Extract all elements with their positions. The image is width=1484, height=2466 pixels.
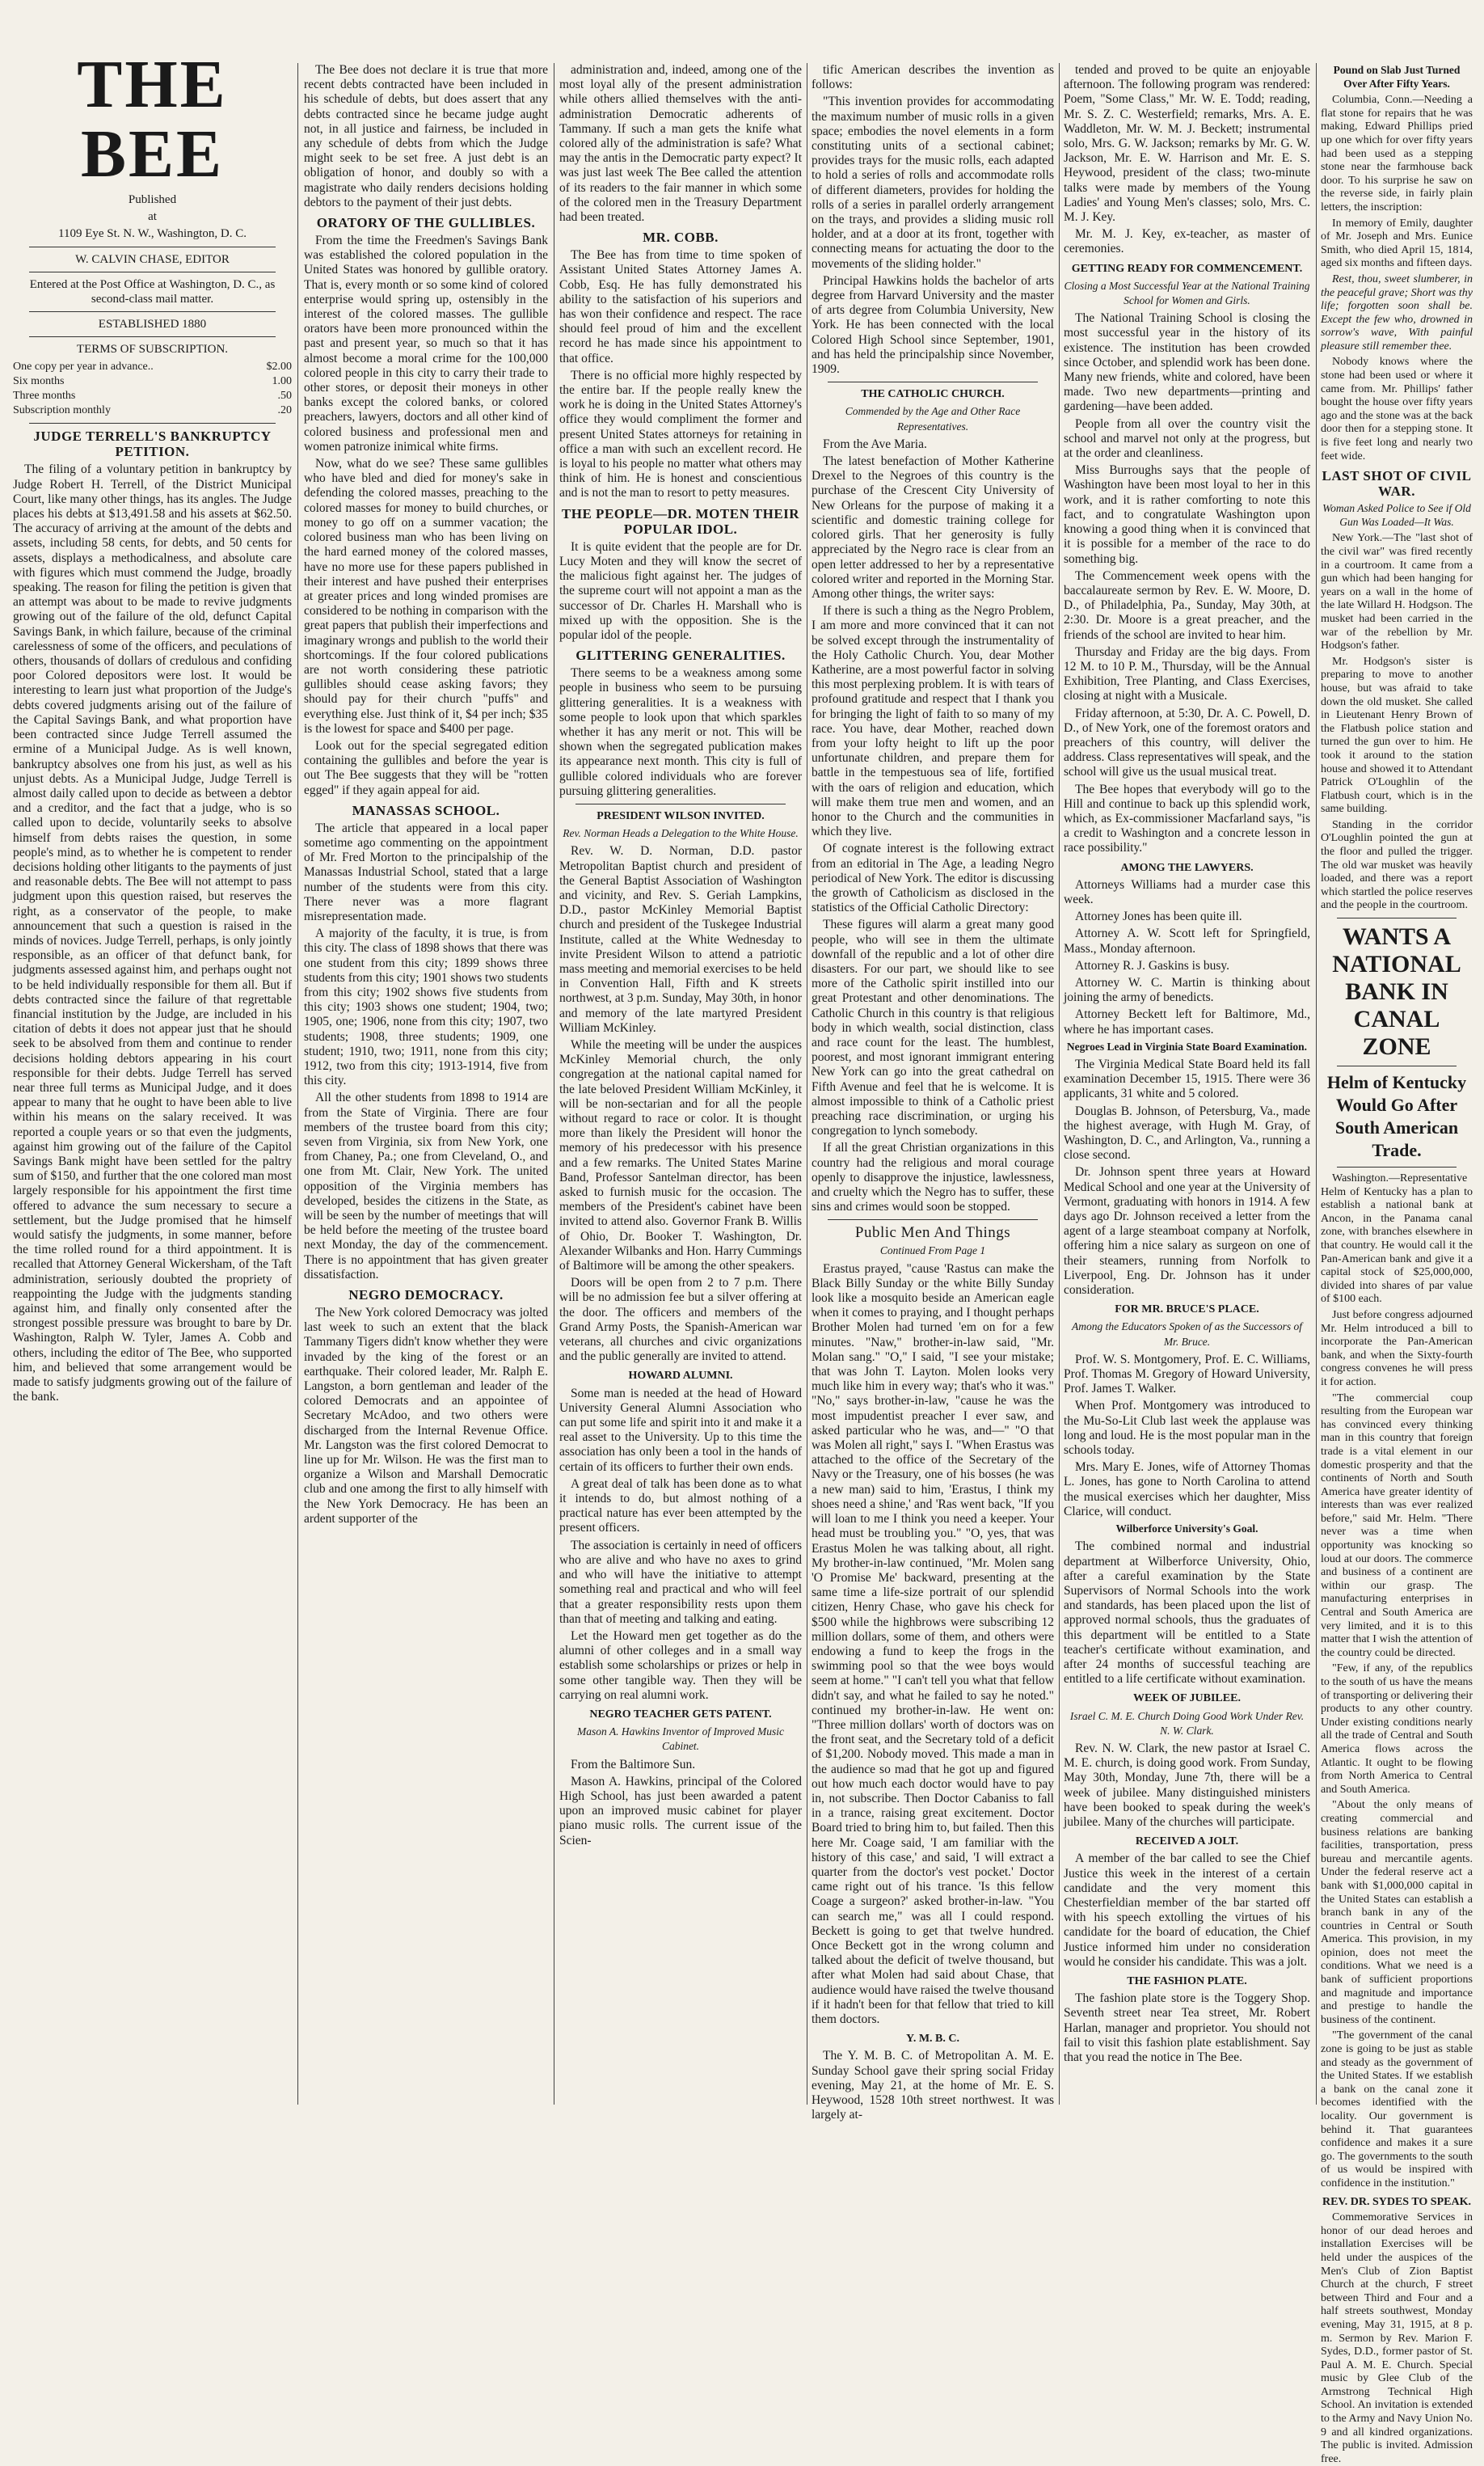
article-paragraph: Attorney R. J. Gaskins is busy. bbox=[1075, 958, 1230, 973]
terms-row: Subscription monthly .20 bbox=[13, 404, 292, 417]
published-label: Published bbox=[128, 193, 177, 206]
article-paragraph: Attorneys Williams had a murder case this week. bbox=[1064, 877, 1310, 906]
newspaper-page bbox=[6, 6, 1478, 2465]
article-paragraph: The fashion plate store is the Toggery Shop. Seventh street near Tea street, Mr. Robert Harlan, manager and proprietor. You should not fail to visit this fashion plate establishment. Say that you read the notice in The Bee. bbox=[1064, 1991, 1310, 2064]
article-paragraph: Miss Burroughs says that the people of Washington have been most loyal to her in this work, and it is rather comforting to note this fact, and to congratulate Washington upon knowing a good thing when it is convinced that it is possible for a member of the race to do something big. bbox=[1064, 463, 1310, 566]
deck-wilson: Rev. Norman Heads a Delegation to the White House. bbox=[563, 827, 799, 840]
headline-commencement: GETTING READY FOR COMMENCEMENT. bbox=[1071, 262, 1303, 275]
article-paragraph: These figures will alarm a great many good people, who will see in them the ultimate downfall of the republic and a lot of other dire disasters. For our part, we should like to see more of the Catholic spirit instilled into our great Protestant and other denominations. The Catholic Church in this country is that religious body in which wealth, social distinction, class and race count for the least. The humblest, poorest, and most ignorant immigrant entering New York can go into the great cathedral on Fifth Avenue and feel that he is welcome. It is almost impossible to think of a Catholic priest preaching race discrimination, or urging his congregation to lynch somebody. bbox=[812, 918, 1054, 1138]
article-paragraph: tended and proved to be quite an enjoyable afternoon. The following program was rendered: Poem, "Some Class," Mr. W. E. Todd; reading, Mr. S. Z. C. Westerfield; remarks, Mrs. A. E. Waddleton, Mr. W. M. J. Beckett; instrumental solo, Mrs. G. W. Jackson; remarks by Mr. G. W. Jackson, Mr. E. W. Harrison and Mr. E. S. Heywood, president of the class; two-minute talks were made by members of the Young Ladies' and Young Men's classes; solo, Mrs. C. M. J. Key. bbox=[1064, 63, 1310, 225]
headline-oratory: ORATORY OF THE GULLIBLES. bbox=[316, 215, 536, 231]
article-paragraph: Some man is needed at the head of Howard University General Alumni Association who can put some life and spirit into it and make it a real asset to the University. Up to this time the association has only been a tool in the hands of certain of its officers to further their own ends. bbox=[559, 1386, 802, 1474]
article-paragraph: A great deal of talk has been done as to what it intends to do, but almost nothing of a practical nature has ever been attempted by the present officers. bbox=[559, 1476, 802, 1535]
article-paragraph: Commemorative Services in honor of our dead heroes and installation Exercises will be held under the auspices of the Men's Club of Zion Baptist Church at the church, F street between Third and Four and a half streets southwest, Monday evening, May 31, 1915, at 8 p. m. Sermon by Rev. Marion F. Sydes, D.D., former pastor of St. Paul A. M. E. Church. Special music by Glee Club of the Armstrong Technical High School. An invitation is extended to the Army and Navy Union No. 9 and all kindred organizations. The public is invited. Admission free. bbox=[1321, 2211, 1473, 2465]
article-paragraph: Mr. Hodgson's sister is preparing to move to another house, but was afraid to take down the old musket. She called in Lieutenant Henry Brown of the Flatbush police station and turned the gun over to him. He took it around to the station house and showed it to Attendant Patrick O'Loughlin of the Flatbush court, which is in the same building. bbox=[1321, 655, 1473, 816]
article-paragraph: Attorney Jones has been quite ill. bbox=[1075, 910, 1242, 924]
headline-wilson: PRESIDENT WILSON INVITED. bbox=[597, 809, 765, 822]
deck-continued: Continued From Page 1 bbox=[879, 1244, 986, 1257]
at-label: at bbox=[148, 210, 157, 224]
article-paragraph: The association is certainly in need of officers who are alive and who have no axes to grind and who will have the initiative to attempt something real and practical and who will feel that a greater responsibility rests upon them than that of meeting and talking and eating. bbox=[559, 1538, 802, 1626]
article-paragraph: The Virginia Medical State Board held its fall examination December 15, 1915. There were 36 applicants, 31 white and 5 colored. bbox=[1064, 1058, 1310, 1101]
established: ESTABLISHED 1880 bbox=[98, 318, 207, 331]
deck-commencement: Closing a Most Successful Year at the National Training School for Women and Girls. bbox=[1064, 279, 1310, 307]
article-paragraph: The National Training School is closing the most successful year in the history of its existence. The institution has been crowded since October, and splendid work has been done. Many new friends, white and colored, have been made. Two new departments—printing and gardening—have been added. bbox=[1064, 311, 1310, 414]
headline-jolt: RECEIVED A JOLT. bbox=[1135, 1835, 1239, 1848]
column-1 bbox=[13, 47, 292, 2097]
terms-table bbox=[13, 360, 292, 419]
article-paragraph: The New York colored Democracy was jolted last week to such an extent that the black Tammany Tigers didn't know whether they were invaded by the king of the forest or an earthquake. Their colored leader, Mr. Ralph E. Langston, a born gentleman and leader of the colored Democrats and an appointee of Secretary McAdoo, and two others were discharged from the Internal Revenue Office. Mr. Langston was the first colored Democrat to line up for Mr. Wilson. He was the first man to organize a Wilson and Marshall Democratic club and one among the first to ally himself with the New York Democracy. He has been an ardent supporter of the bbox=[304, 1306, 548, 1526]
article-paragraph: Thursday and Friday are the big days. From 12 M. to 10 P. M., Thursday, will be the Annual Exhibition, Tree Planting, and Class Exercises, closing at night with a Musicale. bbox=[1064, 644, 1310, 703]
article-paragraph: The Y. M. B. C. of Metropolitan A. M. E. Sunday School gave their spring social Friday evening, May 21, at the home of Mr. E. S. Heywood, 1528 10th street northwest. It was largely at- bbox=[812, 2049, 1054, 2122]
headline-wilberforce: Wilberforce University's Goal. bbox=[1115, 1522, 1258, 1535]
article-paragraph: If there is such a thing as the Negro Problem, I am more and more convinced that it can not be solved except through the instrumentality of the Holy Catholic Church. You, dear Mother Katherine, are a most powerful factor in solving this most perplexing problem. It is with tears of profound gratitude and respect that I thank you for bringing the light of faith to so many of my race. You have, dear Mother, reached down from your lofty height to lift up the poor unfortunate children, and prepare them for battle in the tempestuous sea of life, fortified with the oars of religion and education, which will make them true men and women, and an honor to the Church and the communities in which they live. bbox=[812, 604, 1054, 839]
address: 1109 Eye St. N. W., Washington, D. C. bbox=[58, 227, 247, 241]
headline-public-men: Public Men And Things bbox=[854, 1224, 1011, 1242]
article-paragraph: From the Baltimore Sun. bbox=[571, 1757, 696, 1771]
article-paragraph: Rev. W. D. Norman, D.D. pastor Metropolitan Baptist church and president of the General Baptist Association of Washington and vicinity, and Rev. S. Geriah Lampkins, D.D., pastor McKinley Memorial Baptist church and president of the Tuskegee Industrial Institute, called at the White Wednesday to invite President Wilson to attend a patriotic mass meeting and memorial exercises to be held in Convention Hall, Fifth and K streets northwest, at 3 p.m. Sunday, May 30th, in honor and memory of the late martyred President William McKinley. bbox=[559, 844, 803, 1035]
article-paragraph: There seems to be a weakness among some people in business who seem to be pursuing glittering generalities. It is a weakness with some people to look upon that which sparkles whether it has any merit or not. This will be shown when the segregated publication makes its appearance next month. This city is full of gullible colored individuals who are forever pursuing glittering generalities. bbox=[559, 666, 802, 798]
headline-howard-alumni: HOWARD ALUMNI. bbox=[628, 1370, 733, 1383]
deck-bruce: Among the Educators Spoken of as the Successors of Mr. Bruce. bbox=[1072, 1320, 1302, 1348]
article-paragraph: A member of the bar called to see the Chief Justice this week in the interest of a certain candidate and the very moment this Chesterfieldian member of the bar started off with his speech extolling the virtues of his candidate for the board of education, the Chief Justice informed him under no consideration would he consider his candidate. This was a jolt. bbox=[1064, 1852, 1310, 1969]
article-paragraph: Washington.—Representative Helm of Kentucky has a plan to establish a national bank at Ancon, in the Panama canal zone, with branches elsewhere in that country. He would call it the Pan-American bank and give it a capital stock of $25,000,000, divided into shares of par value of $100 each. bbox=[1321, 1172, 1473, 1306]
headline-patent: NEGRO TEACHER GETS PATENT. bbox=[589, 1708, 772, 1721]
article-paragraph: A majority of the faculty, it is true, is from this city. The class of 1898 shows that there was one student from this city; 1899 shows three students from this city; 1901 shows two students from this city; 1902 shows five students from this city; 1903 shows one student; 1904, two; 1905, one; 1906, none from this city; 1907, two students; 1908, three students; 1909, one student; 1910, two; 1911, none from this city; 1912, two from this city; 1913-1914, five from this city. bbox=[304, 927, 548, 1088]
terms-row: Three months .50 bbox=[13, 390, 292, 403]
article-paragraph: Dr. Johnson spent three years at Howard Medical School and one year at the University of Vermont, graduating with honors in 1914. A few days ago Dr. Johnson received a letter from the agent of a large steamboat company at Norfolk, offering him a nice salary as surgeon on one of their steamers, running from Norfolk to Liverpool, Eng. Dr. Johnson has it under consideration. bbox=[1064, 1165, 1310, 1298]
article-paragraph: The Bee hopes that everybody will go to the Hill and continue to back up this splendid work, which, as Ex-commissioner Macfarland says, "is a credit to Washington and a concrete lesson in race possibility." bbox=[1064, 782, 1310, 855]
column-3 bbox=[559, 63, 802, 2105]
article-paragraph: The article that appeared in a local paper sometime ago commenting on the appointment of Mr. Fred Morton to the principalship of the Manassas Industrial School, stated that a large number of the students were from this city. There never was a more flagrant misrepresentation made. bbox=[304, 821, 548, 923]
deck-civil-war: Woman Asked Police to See if Old Gun Was Loaded—It Was. bbox=[1322, 502, 1471, 528]
terms-row: One copy per year in advance.. $2.00 bbox=[13, 360, 292, 373]
article-paragraph: Attorney A. W. Scott left for Springfield, Mass., Monday afternoon. bbox=[1064, 927, 1310, 956]
article-paragraph: Rest, thou, sweet slumberer, in the peaceful grave; Short was thy life; forgotten soon shall be. Except the few who, drowned in sorrow's wave, With painful pleasure still remember thee. bbox=[1321, 272, 1473, 353]
article-paragraph: "The commercial coup resulting from the European war has convinced every thinking man in this country that foreign trade is a vital element in our domestic prosperity and that the continents of North and South America have greater identity of interests than was ever realized before," said Mr. Helm. "There never was a time when opportunity was knocking so loud at our doors. The commerce and business of a continent are within our grasp. The manufacturing enterprises in Central and South America are very limited, and it is to this matter that I wish the attention of the country could be directed. bbox=[1321, 1391, 1473, 1659]
column-2 bbox=[304, 63, 548, 2105]
headline-ymbc: Y. M. B. C. bbox=[906, 2033, 959, 2046]
headline-cobb: MR. COBB. bbox=[643, 230, 719, 246]
article-paragraph: The combined normal and industrial department at Wilberforce University, Ohio, after a careful examination by the State Supervisors of Normal Schools into the work and standards, has been placed upon the list of approved normal schools, thus the graduates of this department will be entitled to a State teacher's certificate without examination, and after 24 months of successful teaching are entitled to a life certificate without examination. bbox=[1064, 1539, 1310, 1687]
article-paragraph: administration and, indeed, among one of the most loyal ally of the present administration while others allied themselves with the anti-administration Democratic adherents of Tammany. If such a man gets the knife what colored ally of the administration is safe? What may the antis in the Democratic party expect? It was just last week The Bee called the attention of its readers to the fair manner in which some of the colored men in the Treasury Department had been treated. bbox=[559, 63, 802, 225]
article-paragraph: Attorney W. C. Martin is thinking about joining the army of benedicts. bbox=[1064, 975, 1310, 1005]
headline-terrell: JUDGE TERRELL'S BANKRUPTCY PETITION. bbox=[33, 429, 272, 460]
article-paragraph: Let the Howard men get together as do the alumni of other colleges and in a small way establish some scholarships or prizes or help in some other tangible way. Then they will be carrying on real alumni work. bbox=[559, 1628, 802, 1702]
article-paragraph: Erastus prayed, "cause 'Rastus can make the Black Billy Sunday or the white Billy Sunday look like a mosquito beside an American eagle when it comes to praying, and I thought perhaps Brother Molen had turned 'em on for a few minutes. "Naw," brother-in-law said, "Mr. Molan sang." "O," I said, "I see your mistake; that was John T. Layton. Molen looks very much like him in every way; that's who it was." "No," says brother-in-law, "cause he was the most impudentist preacher I ever saw, and asked particular who he was, and—" "O that was Molen all right," says I. "When Erastus was attached to the office of the Secretary of the Navy or the Treasury, one of his bosses (he was a new man) said to him, 'Erastus, I think my shoes need a shine,' and 'Ras went back, "If you will loan to me I think you need a keeper. Your head must be troubling you." "O, yes, that was Erastus Molen he was talking about, all right. My brother-in-law continued, "Mr. Molen sang 'O Promise Me' backward, presenting at the same time a life-size portrait of our splendid citizen, Henry Chase, who gave his check for $500 while the highbrows were subscribing 12 million dollars, some of them, and others were endowing a fund to keep the frogs in the swimming pool so that the wee boys would seem at home." "I can't tell you what that fellow didn't say, and what he failed to say he noted." continued my brother-in-law. He went on: "Three million dollars' worth of doctors was on the front seat, and the Secretary told of a deficit of $1,200. Nobody moved. This made a man in the audience so mad that he got up and figured out how much each doctor would have to pay in, not subscribe. Then Doctor Cabaniss to fall in a trance, raising great excitement. Doctor Board tried to bring him to, but failed. Then this here Mr. Coage said, 'I am familiar with the history of this case,' and said, 'I will extract a quarter from the doctor's vest pocket.' Doctor came right out of his trance. 'Is this fellow Coage a surgeon?' asked brother-in-law. "You can search me," was all I could respond. Beckett is going to get that twelve hundred. Once Beckett got in the wrong column and talked about the deficit of twelve thousand, but after what Molen had said about Chase, that audience would have raised the twelve thousand if it hadn't been for that fellow that tried to kill them doctors. bbox=[812, 1261, 1054, 2026]
article-paragraph: If all the great Christian organizations in this country had the religious and moral courage openly to disapprove the injustice, lawlessness, and cruelty which the Negro has to suffer, these sins and crimes would soon be stopped. bbox=[812, 1141, 1054, 1214]
headline-sydes: REV. DR. SYDES TO SPEAK. bbox=[1322, 2195, 1471, 2208]
headline-jubilee: WEEK OF JUBILEE. bbox=[1133, 1692, 1241, 1705]
article-paragraph: From the Ave Maria. bbox=[823, 437, 927, 451]
headline-catholic: THE CATHOLIC CHURCH. bbox=[861, 388, 1005, 401]
article-paragraph: Standing in the corridor O'Loughlin pointed the gun at the floor and pulled the trigger. The old war musket was heavily loaded, and there was a report which startled the police reserves and the people in the courtroom. bbox=[1321, 818, 1473, 912]
article-paragraph: "The government of the canal zone is going to be just as stable and steady as the government of the United States. If we establish a bank on the canal zone it becomes identified with the locality. Our government is behind it. That guarantees confidence and makes it a sure go. The governments to the south of us would be inspired with confidence in the institution." bbox=[1321, 2029, 1473, 2189]
headline-glittering: GLITTERING GENERALITIES. bbox=[575, 648, 786, 664]
article-paragraph: Mrs. Mary E. Jones, wife of Attorney Thomas L. Jones, has gone to North Carolina to attend the musical exercises which her daughter, Miss Clarice, will conduct. bbox=[1064, 1460, 1310, 1518]
deck-catholic: Commended by the Age and Other Race Representatives. bbox=[845, 405, 1021, 433]
headline-fashion: THE FASHION PLATE. bbox=[1127, 1974, 1247, 1987]
article-paragraph: The latest benefaction of Mother Katherine Drexel to the Negroes of this country is the purchase of the Crescent City University of New Orleans for the purpose of making it a scientific and domestic training college for colored girls. That her generosity is fully appreciated by the Negro race is clear from an open letter addressed to her by a representative colored writer and reported in the Morning Star. Among other things, the writer says: bbox=[812, 454, 1054, 601]
article-paragraph: While the meeting will be under the auspices McKinley Memorial church, the only congregation at the national capital named for the late beloved President William McKinley, it will be non-sectarian and for all the people without regard to race or color. It is thought more than likely the President will honor the memory of his predecessor with his presence and a few remarks. The United States Marine Band, Professor Santelman director, has been asked to furnish music for the occasion. The members of the President's cabinet have been invited to attend also. Governor Frank B. Willis of Ohio, Dr. Booker T. Washington, Dr. Alexander Wilbanks and Hon. Harry Cummings of Baltimore will be among the other speakers. bbox=[559, 1037, 802, 1273]
headline-negro-democracy: NEGRO DEMOCRACY. bbox=[348, 1287, 504, 1303]
article-paragraph: Now, what do we see? These same gullibles who have bled and died for money's sake in defending the colored masses, preaching to the colored masses for money to build churches, or money to go off on a summer vacation; the colored business man who has been living on the hard earned money of the colored masses, have no more use for these papers published in their interest and have pushed their enterprises at greater prices and long winded promises are considered to be nothing in comparison with the great papers that publish their imperfections and imaginary wrongs and publish to the world their shortcomings. If the four colored publications are not worth considering these patriotic gullibles should cease asking favors; they should pay for their church "puffs" and everything else. Just think of it, $4 per inch; $35 is the lowest for space and $400 per page. bbox=[304, 457, 548, 736]
article-paragraph: "This invention provides for accommodating the maximum number of music rolls in a given space; embodies the novel elements in a form constituting units of a sectional cabinet; provides trays for the music rolls, each adapted to hold a series of rolls and accommodate rolls of different diameters, provides for holding the rolls of a series in parallel orderly arrangement on the trays, and provides a sliding music roll holder, and at a door at its front, together with connecting means for actuating the door to the movements of the sliding holder." bbox=[812, 95, 1054, 271]
article-paragraph: Nobody knows where the stone had been used or where it came from. Mr. Phillips' father bought the house over fifty years ago and the stone was at the back door then for a stepping stone. It is five feet long and nearly two feet wide. bbox=[1321, 356, 1473, 462]
article-paragraph: It is quite evident that the people are for Dr. Lucy Moten and they will know the secret of the malicious fight against her. The judges of the supreme court will not appoint a man as the successor of Dr. Charles H. Marshall who is mixed up with the opposition. She is the popular idol of the people. bbox=[559, 539, 802, 642]
deck-jubilee: Israel C. M. E. Church Doing Good Work Under Rev. N. W. Clark. bbox=[1069, 1709, 1305, 1737]
article-paragraph: The Bee has from time to time spoken of Assistant United States Attorney James A. Cobb, Esq. He has fully demonstrated his ability to the satisfaction of his superiors and has won their confidence and respect. The race should feel proud of him and the excellent record he has made since his appointment to that office. bbox=[559, 248, 802, 365]
headline-slab: Pound on Slab Just Turned Over After Fifty Years. bbox=[1333, 64, 1461, 90]
masthead-title: THE BEE bbox=[77, 47, 228, 192]
article-paragraph: Doors will be open from 2 to 7 p.m. There will be no admission fee but a silver offering at the door. The officers and members of the Grand Army Posts, the Spanish-American war veterans, all churches and civic organizations and the public generally are invited to attend. bbox=[559, 1276, 802, 1364]
article-paragraph: Columbia, Conn.—Needing a flat stone for repairs that he was making, Edward Phillips pried up one which for over fifty years had been used as a stepping stone near the farmhouse back door. To his surprise he saw on the reverse side, in fairly plain letters, the inscription: bbox=[1321, 94, 1473, 213]
article-paragraph: When Prof. Montgomery was introduced to the Mu-So-Lit Club last week the applause was long and loud. He is the most popular man in the schools today. bbox=[1064, 1399, 1310, 1458]
headline-bruce: FOR MR. BRUCE'S PLACE. bbox=[1115, 1303, 1259, 1316]
article-paragraph: The filing of a voluntary petition in bankruptcy by Judge Robert H. Terrell, of the District Municipal Court, like many other things, has its angles. The Judge places his debts at $13,491.58 and his assets at $62.50. The accuracy of arriving at the amount of the debts and assets, including 58 cents, for debts, and 50 cents for assets, displays a methodicalness, and absolute care with figures which must commend the Judge, broadly speaking. The reason for filing the petition is given that an attempt was about to be made to revive judgments growing out of the failure of the old, defunct Capital Savings Bank, in which failure, because of the criminal carelessness of some of the officers, and peculations of others, thousands of dollars of credulous and confiding poor Colored depositors were lost. It would be interesting to learn just what proportion of the Judge's debts covered judgments arising out of the failure of the Capital Savings Bank, and what proportion have been contracted since Judge Terrell assumed the ermine of a Municipal Judge. As is well known, bankruptcy absolves one from his just, as well as his unjust debts. As a Municipal Judge, Judge Terrell is almost daily called upon to decide as between a debtor and a creditor, and the fact that a judge, who is so called upon to decide, voluntarily seeks to absolve himself from debts raises the question, in some people's mind, as to whether he is competent to render decisions holding other litigants to the payments of just and reasonable debts. The Bee will not attempt to pass judgment upon this question raised, but reserves the right, as a conservator of the people, to make announcement that such a question is raised in the minds of novices. Judge Terrell, perhaps, is only jointly responsible, as an officer of that defunct bank, for judgments assessed against him, and perhaps ought not to be held individually responsible for them all. But if debts contracted since the failure of that regrettable financial institution by the Judge, are included in his citation of debts it does not appear just that he should seek to be absolved from them and continue to render decisions holding debtors appearing in his court responsible for their debts. Judge Terrell has served near three full terms as Municipal Judge, and it does appear to many that he ought to have been able to live within his means on the salary received. It was reported a couple years or so that even the judgments, against him growing out of the failure of the Capitol Savings Bank might have been settled for the paltry sum of $150, and further that the one colored man most largely responsible for his appointment the first time offered to advance the sum necessary to secure a settlement, but the Judge promised that he himself would satisfy the judgments, in some manner, before the time rolled round for a third appointment. It is recalled that Attorney General Wickersham, of the Taft administration, seriously doubted the propriety of reappointing the Judge with the judgments standing against him, and finally only consented after the strongest possible pressure was brought to bare by Dr. Washington, Ralph W. Tyler, James A. Cobb and others, including the editor of The Bee, who supported him, and believed that some arrangement would be made to satisfy judgments growing out of the failure of the bank. bbox=[13, 462, 292, 1404]
article-paragraph: The Bee does not declare it is true that more recent debts contracted have been included in his schedule of debts, but does assert that any debts contracted since he became judge aught not, in all justice and fairness, be included in any schedule of debts from which the Judge might seek to be set free. A just debt is an obligation of honor, and doubly so with a magistrate who daily renders decisions holding debtors to the payment of their just debts. bbox=[304, 63, 548, 209]
editor: W. CALVIN CHASE, EDITOR bbox=[75, 252, 230, 266]
headline-civil-war: LAST SHOT OF CIVIL WAR. bbox=[1322, 468, 1472, 500]
headline-virginia-board: Negroes Lead in Virginia State Board Examination. bbox=[1066, 1040, 1308, 1053]
article-paragraph: Look out for the special segregated edition containing the gullibles and before the year is out The Bee suggests that they will be "rotten egged" if they again appeal for aid. bbox=[304, 738, 548, 797]
terms-row: Six months 1.00 bbox=[13, 374, 292, 387]
article-paragraph: The Commencement week opens with the baccalaureate sermon by Rev. E. W. Moore, D. D., of Philadelphia, Pa., Sunday, May 30th, at 2:30. Dr. Moore is a great preacher, and the friends of the school are invited to hear him. bbox=[1064, 568, 1310, 642]
article-paragraph: People from all over the country visit the school and marvel not only at the progress, but at the order and cleanliness. bbox=[1064, 416, 1310, 461]
headline-national-bank: WANTS A NATIONAL BANK IN CANAL ZONE bbox=[1332, 923, 1461, 1061]
article-paragraph: Attorney Beckett left for Baltimore, Md., where he has important cases. bbox=[1064, 1007, 1310, 1037]
column-5 bbox=[1064, 63, 1310, 2105]
article-paragraph: tific American describes the invention as follows: bbox=[812, 63, 1054, 92]
article-paragraph: In memory of Emily, daughter of Mr. Joseph and Mrs. Eunice Smith, who died April 15, 1814, aged six months and fifteen days. bbox=[1321, 217, 1473, 270]
article-paragraph: Of cognate interest is the following extract from an editorial in The Age, a leading Negro periodical of New York. The editor is discussing the growth of Catholicism as disclosed in the statistics of the Official Catholic Directory: bbox=[812, 842, 1054, 915]
article-paragraph: There is no official more highly respected by the entire bar. If the people really knew the work he is doing in the United States Attorney's office they would compliment the former and present United States attorneys for retaining in office a man with such an excellent record. He is loyal to his people no matter what others may think of him. He is honest and conscientious and is not the man to resort to petty measures. bbox=[559, 368, 802, 500]
column-4 bbox=[812, 63, 1054, 2122]
article-paragraph: Mason A. Hawkins, principal of the Colored High School, has just been awarded a patent upon an improved music cabinet for player piano music rolls. The current issue of the Scien- bbox=[559, 1774, 802, 1847]
column-6 bbox=[1321, 63, 1473, 2465]
article-paragraph: Principal Hawkins holds the bachelor of arts degree from Harvard University and the master of arts degree from Columbia University, New York. He has been connected with the local Colored High School since September, 1901, and has held the principalship since November, 1909. bbox=[812, 273, 1054, 377]
article-paragraph: Douglas B. Johnson, of Petersburg, Va., made the highest average, with Hugh M. Gray, of Washington, D. C., and Arlington, Va., running a close second. bbox=[1064, 1104, 1310, 1163]
article-paragraph: "Few, if any, of the republics to the south of us have the means of transporting or delivering their products to any other country. Under existing conditions nearly all the trade of Central and South America flows across the Atlantic. It ought to be flowing from North America to Central and South America. bbox=[1321, 1662, 1473, 1796]
headline-moten: THE PEOPLE—DR. MOTEN THEIR POPULAR IDOL. bbox=[561, 505, 800, 537]
article-paragraph: Friday afternoon, at 5:30, Dr. A. C. Powell, D. D., of New York, one of the foremost orators and preachers of this country, will deliver the address. Class representatives will speak, and the school will give us the usual musical treat. bbox=[1064, 706, 1310, 779]
entered-notice: Entered at the Post Office at Washington, D. C., as second-class mail matter. bbox=[29, 277, 276, 306]
headline-manassas: MANASSAS SCHOOL. bbox=[352, 802, 500, 818]
headline-lawyers: AMONG THE LAWYERS. bbox=[1120, 861, 1254, 874]
article-paragraph: All the other students from 1898 to 1914 are from the State of Virginia. There are four members of the trustee board from this city; seven from Virginia, six from New York, one from Chaney, Pa.; one from Cleveland, O., and one from Mt. Clair, New York. The united opposition of the Virginia members has developed, besides the citizens in the State, as will be seen by the number of meetings that will be held before the meeting of the trustee board next Monday, the day of the commencement. There is no appointment that has given greater dissatisfaction. bbox=[304, 1091, 548, 1282]
article-paragraph: Prof. W. S. Montgomery, Prof. E. C. Williams, Prof. Thomas M. Gregory of Howard University, Prof. James T. Walker. bbox=[1064, 1352, 1310, 1396]
deck-patent: Mason A. Hawkins Inventor of Improved Music Cabinet. bbox=[576, 1725, 785, 1753]
article-paragraph: Rev. N. W. Clark, the new pastor at Israel C. M. E. church, is doing good work. From Sunday, May 30th, Monday, June 7th, there will be a week of jubilee. Many distinguished ministers have been booked to speak during the week's jubilee. Many of the churches will participate. bbox=[1064, 1741, 1310, 1829]
article-paragraph: From the time the Freedmen's Savings Bank was established the colored population in the United States was honored by gullible oratory. That is, every month or so some kind of colored enterprise would spring up, ostensibly in the interest of the colored masses. The gullible orators have been more pronounced within the past and present year, so much so that it has almost become a moral crime for the 100,000 colored people in this city to carry their trade to other stores, or deposit their moneys in other banks except the colored banks, or colored preachers, lawyers, doctors and all other kind of colored business and professional men and women patronize inimical white firms. bbox=[304, 234, 548, 454]
subheadline-helm: Helm of Kentucky Would Go After South American Trade. bbox=[1326, 1072, 1467, 1161]
article-paragraph: Mr. M. J. Key, ex-teacher, as master of ceremonies. bbox=[1064, 227, 1310, 256]
article-paragraph: Just before congress adjourned Mr. Helm introduced a bill to incorporate the Pan-American bank, and when the Sixty-fourth congress convenes he will press it for action. bbox=[1321, 1308, 1473, 1388]
article-paragraph: "About the only means of creating commercial and business relations are banking facilities, transportation, press bureau and mercantile agents. Under the federal reserve act a bank with $1,000,000 capital in the United States can establish a branch bank in any of the countries in Central or South America. This provision, in my opinion, does not meet the conditions. What we need is a bank of sufficient proportions and magnitude and importance and prestige to handle the business of the continent. bbox=[1321, 1799, 1473, 2026]
article-paragraph: New York.—The "last shot of the civil war" was fired recently in a courtroom. It came from a gun which had been hanging for years on a wall in the home of the late Willard H. Hodgson. The musket had been carried in the war of the rebellion by Mr. Hodgson's father. bbox=[1321, 532, 1473, 652]
terms-title: TERMS OF SUBSCRIPTION. bbox=[76, 343, 229, 357]
